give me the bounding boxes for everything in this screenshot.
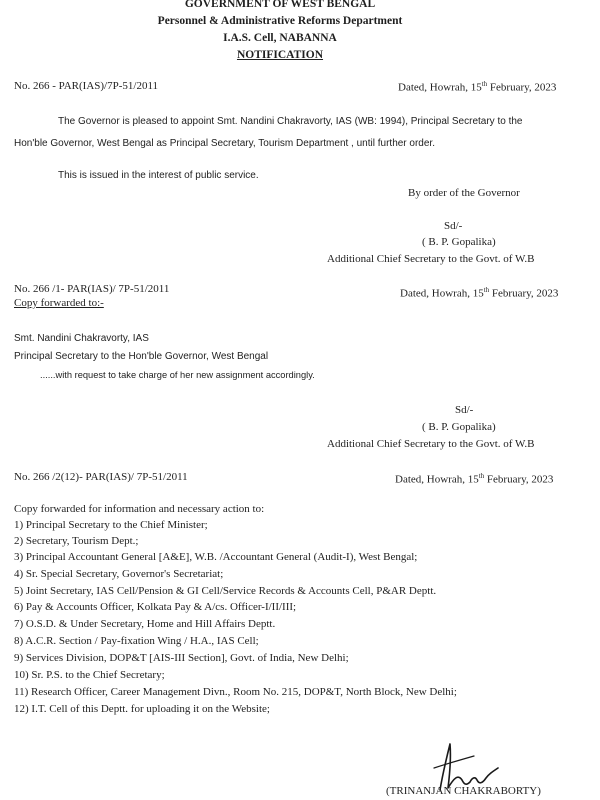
list-item: 3) Principal Accountant General [A&E], W.B. /Accountant General (Audit-I), West Bengal; — [14, 551, 418, 563]
sd-mark-2: Sd/- — [455, 404, 474, 416]
list-item: 7) O.S.D. & Under Secretary, Home and Hill Affairs Deptt. — [14, 618, 276, 630]
recipient-designation: Principal Secretary to the Hon'ble Governor, West Bengal — [14, 351, 269, 362]
sd-mark: Sd/- — [444, 220, 463, 232]
signatory-name-2: ( B. P. Gopalika) — [422, 421, 496, 433]
list-item: 1) Principal Secretary to the Chief Minister; — [14, 519, 208, 531]
notification-date: Dated, Howrah, 15th February, 2023 — [398, 80, 557, 94]
memo1-number: No. 266 /1- PAR(IAS)/ 7P-51/2011 — [14, 283, 170, 295]
signatory-name: ( B. P. Gopalika) — [422, 236, 496, 248]
recipient-name: Smt. Nandini Chakravorty, IAS — [14, 333, 149, 344]
second-signatory-name: (TRINANJAN CHAKRABORTY) — [386, 785, 541, 797]
list-item: 12) I.T. Cell of this Deptt. for uploading it on the Website; — [14, 703, 270, 715]
notification-number: No. 266 - PAR(IAS)/7P-51/2011 — [14, 80, 159, 92]
take-charge-request: ......with request to take charge of her new assignment accordingly. — [40, 370, 315, 380]
department-name: Personnel & Administrative Reforms Department — [157, 15, 403, 27]
public-service-line: This is issued in the interest of public service. — [58, 170, 259, 181]
list-item: 5) Joint Secretary, IAS Cell/Pension & GI Cell/Service Records & Accounts Cell, P&AR Deptt. — [14, 585, 437, 597]
notification-title: NOTIFICATION — [236, 49, 324, 61]
cell-name: I.A.S. Cell, NABANNA — [223, 32, 337, 44]
notification-body-line2: Hon'ble Governor, West Bengal as Principal Secretary, Tourism Department , until further order. — [14, 138, 435, 149]
copy-forwarded-intro: Copy forwarded for information and necessary action to: — [14, 503, 265, 515]
list-item: 2) Secretary, Tourism Dept.; — [14, 535, 139, 547]
by-order-line: By order of the Governor — [408, 187, 520, 199]
list-item: 10) Sr. P.S. to the Chief Secretary; — [14, 669, 165, 681]
memo2-number: No. 266 /2(12)- PAR(IAS)/ 7P-51/2011 — [14, 471, 188, 483]
memo2-date: Dated, Howrah, 15th February, 2023 — [395, 472, 554, 486]
list-item: 11) Research Officer, Career Management Divn., Room No. 215, DOP&T, North Block, New Delhi; — [14, 686, 457, 698]
list-item: 9) Services Division, DOP&T [AIS-III Section], Govt. of India, New Delhi; — [14, 652, 349, 664]
notification-body-line1: The Governor is pleased to appoint Smt. Nandini Chakravorty, IAS (WB: 1994), Principal Secretary to the — [58, 116, 523, 127]
list-item: 8) A.C.R. Section / Pay-fixation Wing / H.A., IAS Cell; — [14, 635, 259, 647]
government-title: GOVERNMENT OF WEST BENGAL — [184, 0, 376, 10]
list-item: 6) Pay & Accounts Officer, Kolkata Pay & A/cs. Officer-I/II/III; — [14, 601, 297, 613]
list-item: 4) Sr. Special Secretary, Governor's Secretariat; — [14, 568, 224, 580]
signatory-designation-2: Additional Chief Secretary to the Govt. of W.B — [327, 438, 535, 450]
memo1-date: Dated, Howrah, 15th February, 2023 — [400, 286, 559, 300]
memo1-copy-forwarded: Copy forwarded to:- — [14, 297, 104, 309]
signatory-designation: Additional Chief Secretary to the Govt. of W.B — [327, 253, 535, 265]
